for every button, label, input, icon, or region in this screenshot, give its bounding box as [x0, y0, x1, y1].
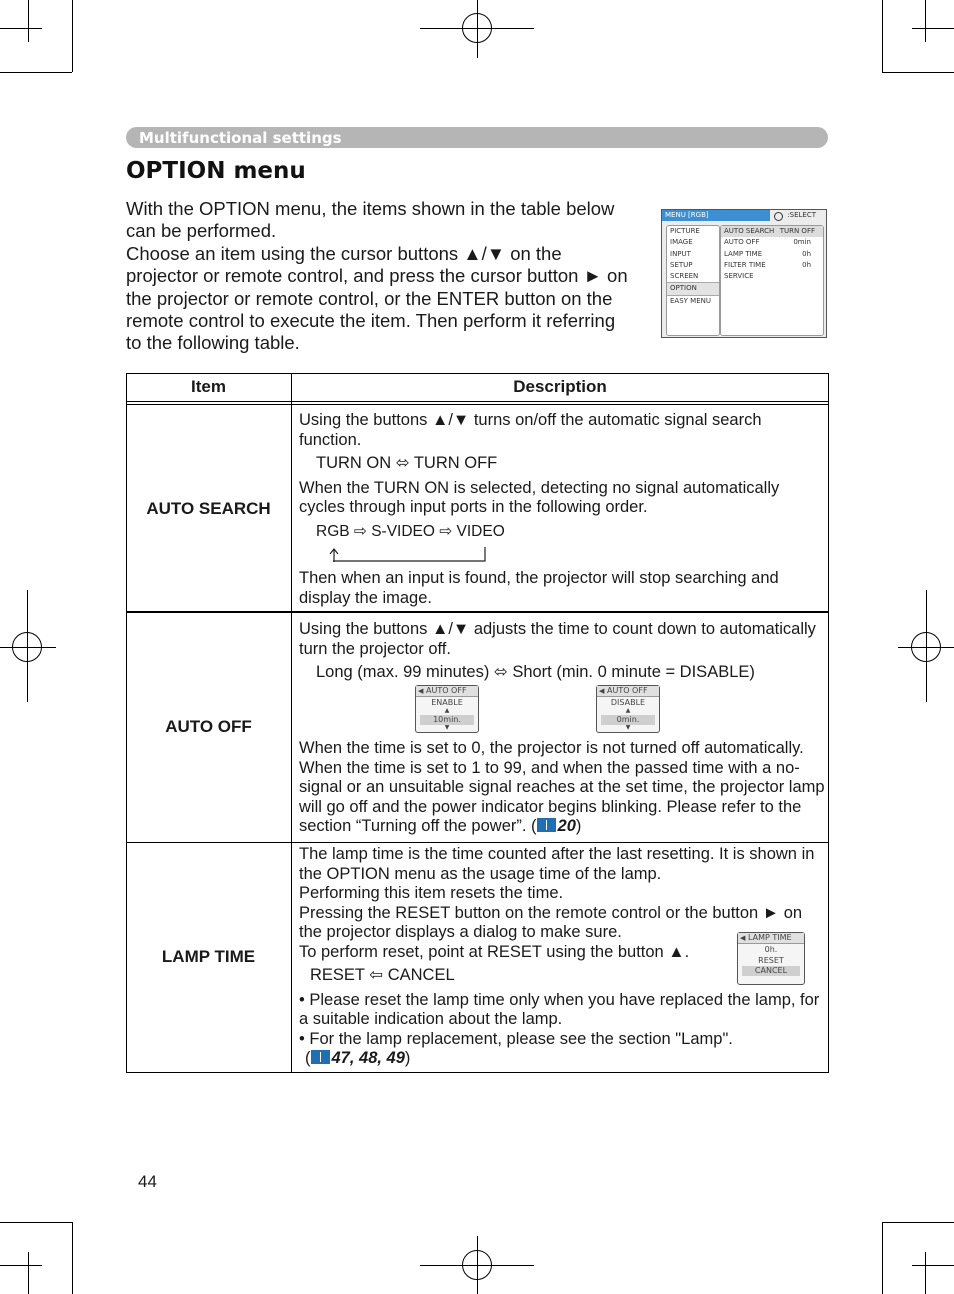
table-border [291, 373, 292, 1073]
menu-option-label: SERVICE [724, 272, 754, 281]
item-auto-off: AUTO OFF [165, 717, 252, 736]
dialog-option-reset: RESET [758, 956, 784, 965]
down-arrow-icon: ▼ [444, 724, 450, 731]
menu-category: EASY MENU [670, 296, 711, 305]
menu-option-row [721, 271, 823, 282]
intro-paragraph: Choose an item using the cursor buttons ▲/▼ on the projector or remote control, and press the cursor button ► on the projector or remote control, or the ENTER button on the remote control to execute the item. Then perform it referring to the following table. [126, 242, 628, 354]
crop-mark [882, 0, 883, 72]
menu-option-label: FILTER TIME [724, 260, 766, 269]
auto-off-enable-dialog [415, 685, 479, 733]
crop-mark [882, 1222, 954, 1223]
option-table [126, 373, 829, 1073]
page-reference: 20 [557, 817, 576, 835]
page-number: 44 [138, 1172, 157, 1191]
description-ref: ( 47, 48, 49) [305, 1049, 411, 1067]
menu-option-value: 0h [802, 249, 811, 258]
table-border [126, 1072, 829, 1073]
dialog-state: DISABLE [610, 698, 646, 707]
description-text: When the TURN ON is selected, detecting no signal automatically cycles through input ports in the following order. [299, 478, 780, 516]
auto-off-description-end [299, 739, 825, 837]
crop-mark [882, 1222, 883, 1294]
menu-option-row [721, 226, 823, 237]
crop-mark [28, 1252, 29, 1294]
description-text: Performing this item resets the time. [299, 884, 564, 902]
menu-option-list [720, 225, 824, 336]
description-body: When the time is set to 0, the projector is not turned off automatically. When the time is set to 1 to 99, and when the passed time with a no-signal or an unsuitable signal reaches at the set time, the projector lamp will go off and the power indicator begins blinking. Please refer to the section “Turning off the power”. ( [299, 739, 825, 835]
crop-mark [0, 72, 72, 73]
description-text: To perform reset, point at RESET using the button ▲. [299, 942, 690, 961]
description-text: • For the lamp replacement, please see the section "Lamp". [299, 1029, 733, 1048]
menu-option-row [721, 249, 823, 260]
registration-circle [911, 632, 941, 662]
auto-off-disable-dialog [596, 685, 660, 733]
lamp-time-reset-dialog [737, 932, 805, 985]
dialog-title: LAMP TIME [738, 933, 804, 944]
down-arrow-icon: ▼ [625, 724, 631, 731]
description-option: Long (max. 99 minutes) ⬄ Short (min. 0 minute = DISABLE) [316, 663, 755, 681]
description-option: RESET ⇦ CANCEL [310, 966, 455, 984]
menu-category: SCREEN [670, 272, 699, 281]
table-border [126, 842, 829, 843]
crop-mark [882, 72, 954, 73]
description-text: Using the buttons ▲/▼ turns on/off the automatic signal search function. [299, 411, 762, 449]
dialog-title: AUTO OFF [416, 686, 478, 697]
menu-option-value: 0h [802, 260, 811, 269]
description-body-end: ) [575, 817, 582, 835]
section-label: Multifunctional settings [139, 129, 342, 147]
item-lamp-time: LAMP TIME [161, 947, 256, 966]
crop-mark [912, 1265, 954, 1266]
crop-mark [72, 1222, 73, 1294]
left-arrow-icon: ◀ [418, 687, 424, 695]
menu-category: PICTURE [670, 227, 700, 235]
menu-category-list [666, 225, 720, 336]
crop-mark [28, 0, 29, 42]
intro-paragraph: With the OPTION menu, the items shown in the table below can be performed. [126, 198, 615, 242]
left-arrow-icon: ◀ [740, 934, 746, 942]
column-header-description: Description [513, 377, 607, 396]
menu-category: IMAGE [670, 238, 693, 247]
description-text: Then when an input is found, the projector will stop searching and display the image. [299, 569, 779, 607]
crop-mark [0, 28, 42, 29]
description-option: TURN ON ⬄ TURN OFF [316, 454, 498, 472]
cycle-arrow-icon [326, 544, 488, 564]
menu-option-label: AUTO OFF [724, 238, 760, 247]
dialog-value: 0min. [601, 715, 655, 725]
table-border [126, 401, 829, 402]
dialog-value: 10min. [420, 715, 474, 725]
registration-circle [462, 13, 492, 43]
description-text [299, 739, 825, 837]
table-border [126, 373, 829, 374]
menu-title: MENU [RGB] [662, 210, 770, 221]
auto-search-description [299, 411, 825, 546]
auto-off-description [299, 620, 825, 688]
registration-circle [12, 632, 42, 662]
intro-text [126, 198, 631, 355]
table-border [126, 611, 829, 613]
dialog-value: 0h. [764, 945, 778, 954]
up-arrow-icon: ▲ [625, 707, 631, 714]
registration-circle [462, 1250, 492, 1280]
left-arrow-icon: ◀ [599, 687, 605, 695]
dialog-state: ENABLE [431, 698, 463, 707]
description-text: Pressing the RESET button on the remote control or the button ► on the projector displays a dialog to make sure. [299, 903, 803, 941]
crop-mark [0, 1222, 72, 1223]
crop-mark [912, 28, 954, 29]
menu-option-label: LAMP TIME [724, 249, 763, 258]
option-menu-screenshot [661, 209, 827, 338]
crop-mark [925, 0, 926, 42]
menu-option-row [721, 260, 823, 271]
book-reference-icon [311, 1050, 330, 1064]
table-border [828, 373, 829, 1073]
menu-option-value: TURN OFF [779, 227, 815, 235]
description-text: The lamp time is the time counted after the last resetting. It is shown in the OPTION menu as the usage time of the lamp. [299, 845, 815, 883]
menu-option-value: 0min [793, 238, 811, 247]
dialog-title: AUTO OFF [597, 686, 659, 697]
book-reference-icon [537, 818, 556, 832]
page-title: OPTION menu [126, 158, 306, 184]
menu-option-row [721, 237, 823, 248]
menu-select-hint: :SELECT [787, 211, 816, 219]
up-arrow-icon: ▲ [444, 707, 450, 714]
menu-category: SETUP [670, 260, 693, 269]
section-banner [126, 127, 828, 148]
menu-category-selected: OPTION [667, 282, 719, 295]
description-option: RGB ⇨ S-VIDEO ⇨ VIDEO [316, 522, 505, 540]
menu-category: INPUT [670, 249, 691, 258]
menu-option-label: AUTO SEARCH [724, 227, 775, 235]
table-border [126, 404, 829, 405]
crop-mark [72, 0, 73, 72]
column-header-item: Item [191, 377, 226, 396]
description-text: • Please reset the lamp time only when you have replaced the lamp, for a suitable indication about the lamp. [299, 990, 820, 1028]
auto-search-description-end [299, 569, 825, 608]
item-auto-search: AUTO SEARCH [146, 499, 271, 518]
description-text: Using the buttons ▲/▼ adjusts the time to count down to automatically turn the projector off. [299, 620, 816, 658]
crop-mark [925, 1252, 926, 1294]
dialog-option-cancel: CANCEL [742, 966, 800, 976]
page-reference: 47, 48, 49 [331, 1049, 405, 1067]
crop-mark [0, 1265, 42, 1266]
